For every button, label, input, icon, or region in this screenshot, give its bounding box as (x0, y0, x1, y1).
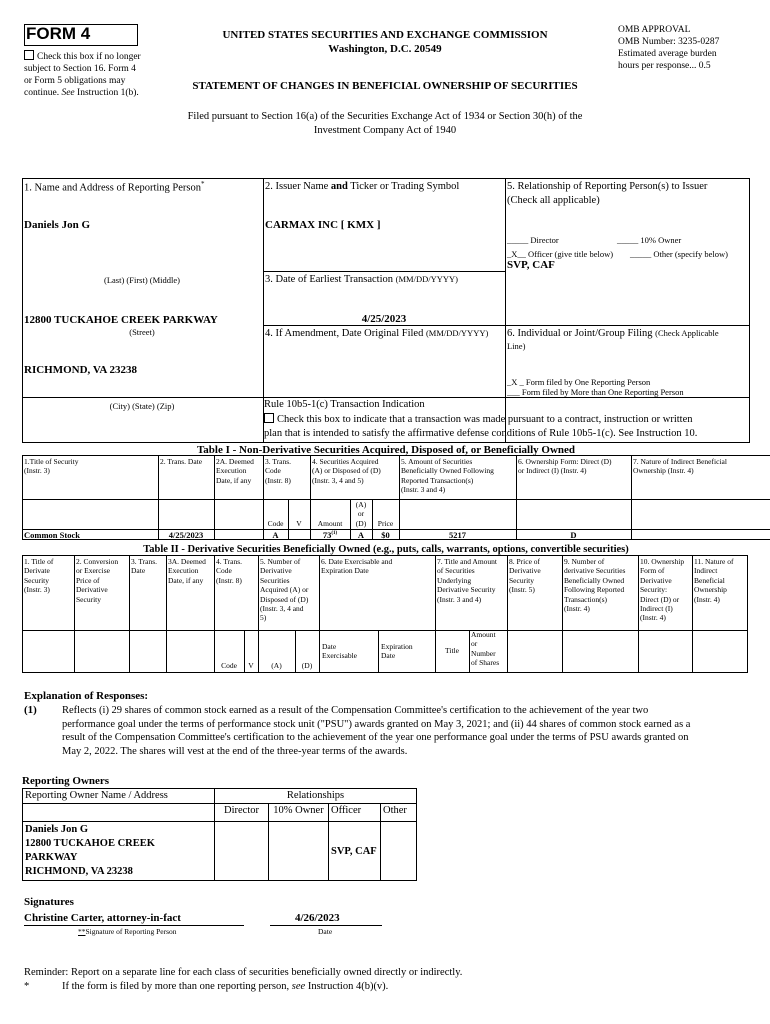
t1-col2-header: 2. Trans. Date (160, 457, 203, 466)
relationships-header: Relationships (215, 789, 417, 804)
t2-col5-header: 5. Number of Derivative Securities Acquired (A) or Disposed of (D) (Instr. 3, 4 and 5) (260, 557, 309, 623)
t1-row-security: Common Stock (24, 530, 80, 540)
box3-label: 3. Date of Earliest Transaction (MM/DD/YYYY) (265, 274, 458, 285)
filed-pursuant: Filed pursuant to Section 16(a) of the Securities Exchange Act of 1934 or Section 30(h) of the Investment Company Act of 1940 (187, 111, 583, 136)
box5-label: 5. Relationship of Reporting Person(s) to Issuer (Check all applicable) (507, 181, 708, 206)
owner-officer-cell: SVP, CAF (329, 822, 381, 881)
t1-row-date: 4/25/2023 (168, 530, 204, 540)
signature-label: **Signature of Reporting Person (78, 927, 177, 936)
date-label: Date (318, 927, 333, 936)
owner-name-address: Daniels Jon G 12800 TUCKAHOE CREEK PARKWAY RICHMOND, VA 23238 (23, 822, 215, 881)
t2-col8-header: 8. Price of Derivative Security (Instr. 5) (509, 557, 541, 595)
t2-col4-header: 4. Trans. Code (Instr. 8) (216, 557, 243, 585)
signature-name: Christine Carter, attorney-in-fact (24, 912, 181, 924)
officer-header: Officer (329, 804, 381, 822)
t1-sub-code: Code (267, 519, 284, 528)
t2-sub-expiration: Expiration Date (381, 642, 413, 661)
t2-col1-header: 1. Title of Derivate Security (Instr. 3) (24, 557, 54, 595)
t2-col11-header: 11. Nature of Indirect Beneficial Ownership (Instr. 4) (694, 557, 734, 604)
t2-col3a-header: 3A. Deemed Execution Date, if any (168, 557, 206, 585)
earliest-transaction-date: 4/25/2023 (361, 313, 407, 325)
t2-col2-header: 2. Conversion or Exercise Price of Derivative Security (76, 557, 119, 604)
t1-col4-header: 4. Securities Acquired (A) or Disposed of (D) (Instr. 3, 4 and 5) (312, 457, 381, 485)
t2-col3-header: 3. Trans. Date (131, 557, 158, 576)
one-person-option[interactable]: _X _ Form filed by One Reporting Person (507, 377, 651, 387)
other-header: Other (381, 804, 417, 822)
omb-approval: OMB APPROVAL OMB Number: 3235-0287 Estimated average burden hours per response... 0.5 (618, 25, 720, 71)
city-label: (City) (State) (Zip) (109, 401, 175, 411)
reporting-street: 12800 TUCKAHOE CREEK PARKWAY (24, 314, 218, 326)
owner-name-header: Reporting Owner Name / Address (23, 789, 215, 804)
t1-sub-v: V (296, 519, 302, 528)
box4-label: 4. If Amendment, Date Original Filed (MM/DD/YYYY) (265, 328, 489, 339)
footnote-1-text: Reflects (i) 29 shares of common stock earned as a result of the Compensation Committee's certification to the achievement of the year two performance goal under the terms of performance stock unit ("PSU") awards granted on May 3, 2021; and (ii) 44 shares of common stock earned as a result of the Compensation Committee's certification to the achievement of the year one performance goal under the terms of PSU awards granted on May 2, 2022. The shares will vest at the end of the three-year terms of the awards. (62, 705, 691, 757)
rule-10b5-checkbox[interactable] (264, 413, 274, 423)
owner-director-cell (215, 822, 269, 881)
no-longer-subject-check: Check this box if no longer subject to Section 16. Form 4 or Form 5 obligations may continue. See Instruction 1(b). (24, 52, 141, 98)
reporting-owners-heading: Reporting Owners (22, 775, 110, 787)
t1-sub-amount: Amount (317, 519, 343, 528)
explanation-heading: Explanation of Responses: (24, 690, 149, 702)
t2-col10-header: 10. Ownership Form of Derivative Security: Direct (D) or Indirect (I) (Instr. 4) (640, 557, 685, 623)
t1-row-form: D (570, 530, 577, 540)
t1-row-aod: A (357, 530, 365, 540)
t1-col7-header: 7. Nature of Indirect Beneficial Ownership (Instr. 4) (633, 457, 727, 476)
t1-col5-header: 5. Amount of Securities Beneficially Owned Following Reported Transaction(s) (Instr. 3 and 4) (401, 457, 494, 495)
form-title: FORM 4 (26, 24, 91, 43)
t2-col9-header: 9. Number of derivative Securities Beneficially Owned Following Reported Transaction(s) (Instr. 4) (564, 557, 626, 613)
issuer-name: CARMAX INC [ KMX ] (265, 219, 381, 231)
reporting-owners-table (22, 788, 417, 881)
ten-percent-header: 10% Owner (269, 804, 329, 822)
footnote-1-number: (1) (24, 704, 37, 716)
t1-row-code: A (272, 530, 279, 540)
t1-col2a-header: 2A. Deemed Execution Date, if any (216, 457, 254, 485)
owner-ten-percent-cell (269, 822, 329, 881)
reporting-person-name: Daniels Jon G (24, 219, 91, 231)
t2-col6-header: 6. Date Exercisable and Expiration Date (321, 557, 393, 576)
t2-sub-v: V (248, 661, 254, 670)
t2-sub-d: (D) (301, 661, 313, 670)
table2-title: Table II - Derivative Securities Beneficially Owned (e.g., puts, calls, warrants, options, convertible securities) (143, 544, 629, 555)
t1-col3-header: 3. Trans. Code (Instr. 8) (265, 457, 292, 485)
owner-other-cell (381, 822, 417, 881)
t2-sub-amount: Amount or Number of Shares (471, 630, 500, 668)
reminder-text: Reminder: Report on a separate line for each class of securities beneficially owned directly or indirectly. (24, 967, 463, 978)
t2-sub-exercisable: Date Exercisable (322, 642, 357, 661)
box2-label: 2. Issuer Name and Ticker or Trading Symbol (265, 181, 460, 192)
t1-col6-header: 6. Ownership Form: Direct (D) or Indirect (I) (Instr. 4) (518, 457, 612, 476)
t1-sub-price: Price (377, 519, 394, 528)
footnote-1-ref[interactable]: (1) (331, 531, 338, 537)
reporting-city: RICHMOND, VA 23238 (24, 364, 137, 376)
ten-percent-option[interactable]: _____ 10% Owner (617, 235, 682, 245)
t1-row-owned: 5217 (449, 530, 466, 540)
no-longer-subject-checkbox[interactable] (24, 50, 34, 60)
statement-title: STATEMENT OF CHANGES IN BENEFICIAL OWNERSHIP OF SECURITIES (192, 80, 578, 92)
t2-col7-header: 7. Title and Amount of Securities Underlying Derivative Security (Instr. 3 and 4) (437, 557, 498, 604)
t2-sub-code: Code (221, 661, 237, 670)
multiple-persons-note: If the form is filed by more than one reporting person, see Instruction 4(b)(v). (62, 981, 389, 992)
t1-sub-aod: (A) or (D) (355, 500, 367, 528)
t2-sub-a: (A) (271, 661, 282, 670)
officer-title: SVP, CAF (507, 259, 555, 271)
other-option[interactable]: _____ Other (specify below) (630, 249, 728, 259)
box1-label: 1. Name and Address of Reporting Person* (24, 180, 205, 194)
t2-sub-title: Title (445, 646, 459, 655)
officer-option[interactable]: _X__ Officer (give title below) (507, 249, 614, 259)
t1-row-price: $0 (381, 530, 390, 540)
multi-person-option[interactable]: ___ Form filed by More than One Reporting Person (507, 387, 684, 397)
agency-name: UNITED STATES SECURITIES AND EXCHANGE COMMISSION Washington, D.C. 20549 (222, 29, 548, 55)
signatures-heading: Signatures (24, 896, 74, 908)
street-label: (Street) (129, 327, 155, 337)
signature-date: 4/26/2023 (295, 912, 340, 924)
table1-title: Table I - Non-Derivative Securities Acquired, Disposed of, or Beneficially Owned (196, 444, 576, 456)
rule-10b5-section: Rule 10b5-1(c) Transaction Indication Check this box to indicate that a transaction was made pursuant to a contract, instruction or written plan that is intended to satisfy the affirmative defense conditions of Rule 10b5-1(c). See Instruction 10. (264, 399, 698, 439)
t1-row-amount: 73$^{(1)}$ (322, 530, 338, 540)
director-header: Director (215, 804, 269, 822)
t1-col1-header: 1.Title of Security (Instr. 3) (24, 457, 79, 476)
name-parts-label: (Last) (First) (Middle) (103, 275, 180, 285)
footnote-star: * (24, 981, 30, 992)
box6-label: 6. Individual or Joint/Group Filing (Check Applicable Line) (507, 328, 719, 351)
director-option[interactable]: _____ Director (507, 235, 559, 245)
